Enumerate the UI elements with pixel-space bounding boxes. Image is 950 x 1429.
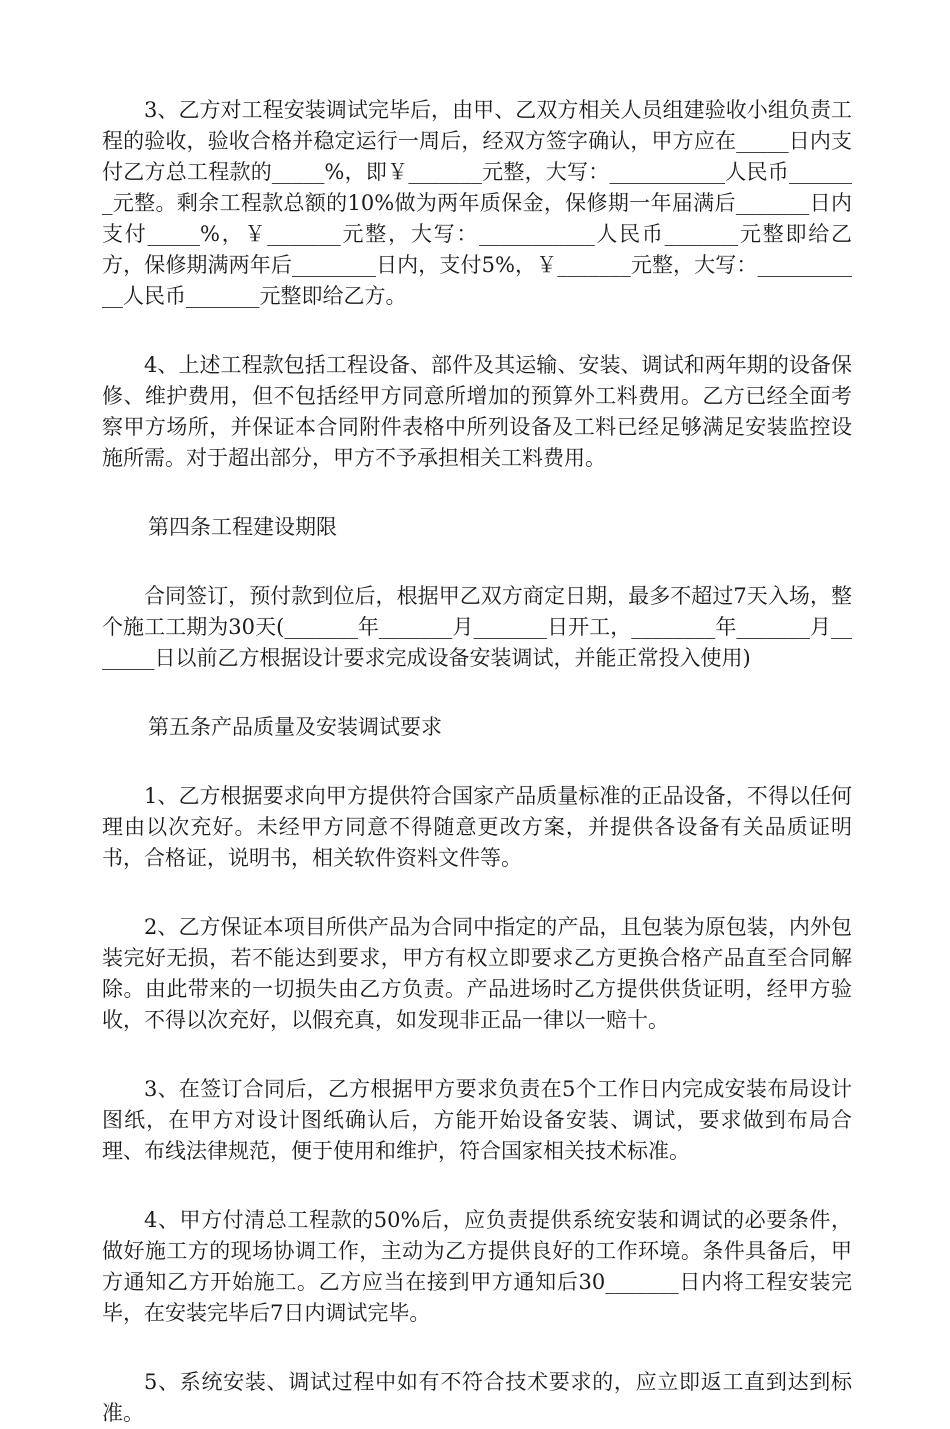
paragraph-gap — [102, 743, 852, 781]
clause-5-2-paragraph: 2、乙方保证本项目所供产品为合同中指定的产品，且包装为原包装，内外包装完好无损，若不能达到要求，甲方有权立即要求乙方更换合格产品直至合同解除。由此带来的一切损失由乙方负责。产品进场时乙方提供供货证明，经甲方验收，不得以次充好，以假充真，如发现非正品一律以一赔十。 — [102, 915, 852, 1032]
paragraph-gap — [102, 674, 852, 712]
clause-3-3-paragraph: 3、乙方对工程安装调试完毕后，由甲、乙双方相关人员组建验收小组负责工程的验收，验收合格并稳定运行一周后，经双方签字确认，甲方应在_____日内支付乙方总工程款的_____%，即￥_______元整，大写：___________人民币_______元整。剩余工程款总额的10%做为两年质保金，保修期一年届满后_______日内支付_____%，￥_______元整，大写：___________人民币_______元整即给乙方，保修期满两年后________日内，支付5%，￥_______元整，大写：___________人民币_______元整即给乙方。 — [102, 98, 852, 308]
paragraph-gap — [102, 543, 852, 581]
article-5-heading: 第五条产品质量及安装调试要求 — [148, 715, 442, 739]
clause-5-5-paragraph: 5、系统安装、调试过程中如有不符合技术要求的，应立即返工直到达到标准。 — [102, 1370, 852, 1425]
clause-5-1-paragraph: 1、乙方根据要求向甲方提供符合国家产品质量标准的正品设备，不得以任何理由以次充好。未经甲方同意不得随意更改方案，并提供各设备有关品质证明书，合格证，说明书，相关软件资料文件等。 — [102, 784, 852, 870]
clause-5-3-paragraph: 3、在签订合同后，乙方根据甲方要求负责在5个工作日内完成安装布局设计图纸，在甲方对设计图纸确认后，方能开始设备安装、调试，要求做到布局合理、布线法律规范，便于使用和维护，符合国家相关技术标准。 — [102, 1077, 852, 1163]
paragraph-gap — [102, 1036, 852, 1074]
clause-3-4-paragraph: 4、上述工程款包括工程设备、部件及其运输、安装、调试和两年期的设备保修、维护费用，但不包括经甲方同意所增加的预算外工料费用。乙方已经全面考察甲方场所，并保证本合同附件表格中所列设备及工料已经足够满足安装监控设施所需。对于超出部分，甲方不予承担相关工料费用。 — [102, 353, 852, 470]
paragraph-gap — [102, 874, 852, 912]
article-4-body-paragraph: 合同签订，预付款到位后，根据甲乙双方商定日期，最多不超过7天入场，整个施工工期为30天(_______年_______月_______日开工，________年_______月_______日以前乙方根据设计要求完成设备安装调试，并能正常投入使用) — [102, 584, 852, 670]
clause-5-4-paragraph: 4、甲方付清总工程款的50%后，应负责提供系统安装和调试的必要条件，做好施工方的现场协调工作，主动为乙方提供良好的工作环境。条件具备后，甲方通知乙方开始施工。乙方应当在接到甲方通知后30_______日内将工程安装完毕，在安装完毕后7日内调试完毕。 — [102, 1208, 852, 1325]
paragraph-gap — [102, 1329, 852, 1367]
article-4-heading: 第四条工程建设期限 — [148, 515, 337, 539]
paragraph-gap — [102, 474, 852, 512]
paragraph-gap — [102, 1167, 852, 1205]
paragraph-gap — [102, 312, 852, 350]
document-page — [102, 95, 852, 1429]
